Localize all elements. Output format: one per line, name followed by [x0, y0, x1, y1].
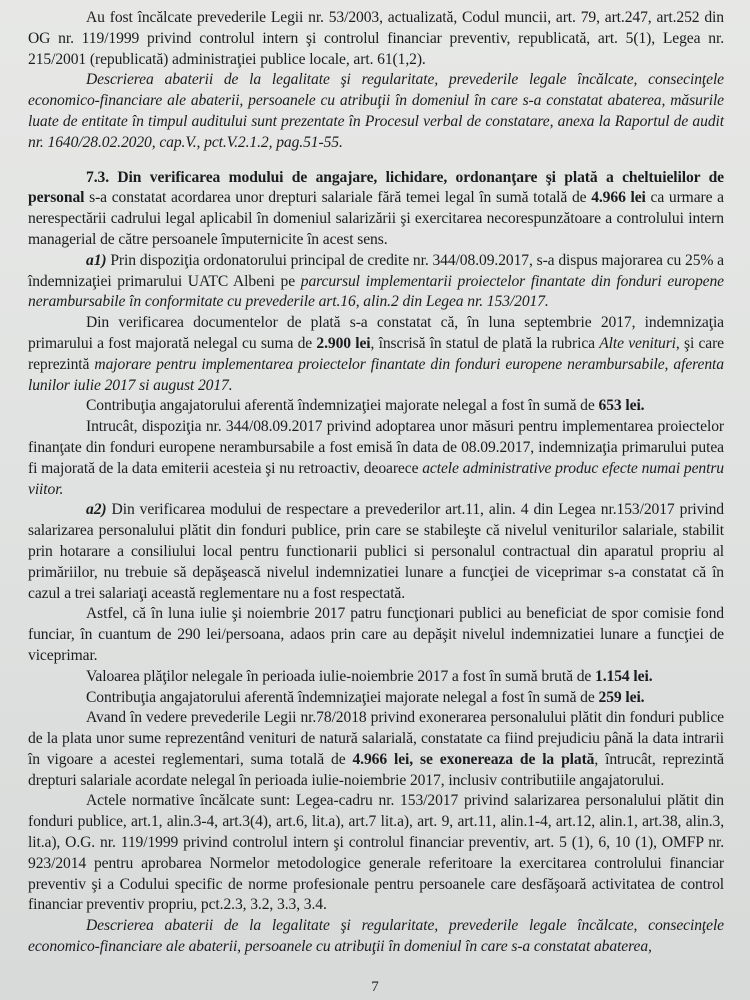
text-run: Din verificarea modului de respectare a prevederilor art.11, alin. 4 din Legea nr.153/2017 privind salarizarea personalului plătit din fonduri publice, prin care se stabileşte că nivelul veniturilor salariale, stabilit prin hotarare a consiliului local pentru functionarii publici si personalul contractual din aparatul propriu al primăriilor, nu trebuie să depăşească nivelul indemnizatiei lunare a funcţiei de viceprimar s-a constatat că în cazul a trei salariaţi această reglementare nu a fost respectată.	[28, 501, 724, 602]
text-run: 4.966 lei, se exonereaza de la plată	[352, 750, 595, 768]
document-body	[28, 8, 724, 958]
text-run: Descrierea abaterii de la legalitate şi regularitate, prevederile legale încălcate, consecinţele economico-financiare ale abaterii, persoanele cu atribuţii în domeniul în care s-a constatat abaterea,	[28, 917, 724, 956]
text-run: Contribuţia angajatorului aferentă îndemnizaţiei majorate nelegal a fost în sumă de	[86, 397, 599, 415]
paragraph-p11	[28, 688, 724, 709]
text-run: actele administrative produc efecte numai pentru viitor.	[28, 459, 724, 498]
text-run: Din verificarea documentelor de plată s-a constatat că, în luna septembrie 2017, indemnizaţia primarului a fost majorată nelegal cu suma de	[28, 314, 724, 352]
paragraph-p4	[28, 251, 724, 313]
text-run: 4.966 lei	[591, 189, 646, 207]
text-run: Intrucât, dispoziţia nr. 344/08.09.2017 privind adoptarea unor măsuri pentru implementarea proiectelor finanţate din fonduri europene nerambursabile a fost emisă în data de 08.09.2017, indemnizaţia primarului putea fi majorată de la data emiterii acesteia şi nu retroactiv, deoarece	[28, 418, 724, 477]
paragraph-p8	[28, 500, 724, 604]
text-run: Alte venituri	[599, 334, 676, 352]
paragraph-p14	[28, 916, 724, 958]
text-run: 1.154 lei.	[595, 667, 653, 685]
text-run: Valoarea plăţilor nelegale în perioada iulie-noiembrie 2017 a fost în sumă brută de	[86, 667, 596, 685]
paragraph-p6	[28, 396, 724, 417]
text-run: Prin dispoziţia ordonatorului principal de credite nr. 344/08.09.2017, s-a dispus majorarea cu 25% a îndemnizaţiei primarului UATC Albeni pe	[28, 251, 724, 290]
text-run: Avand în vedere prevederile Legii nr.78/2018 privind exonerarea personalului plătit din fonduri publice de la plata unor sume reprezentând venituri de natură salarială, constatate ca fiind prejudiciu până la data intrarii în vigoare a acestei reglementari, suma totală de	[28, 709, 724, 768]
paragraph-p13	[28, 791, 724, 916]
page-number: 7	[371, 979, 379, 995]
paragraph-p2	[28, 70, 724, 153]
text-run: 7.3. Din verificarea modului de angajare, lichidare, ordonanţare şi plată a cheltuielilor de personal	[28, 168, 724, 207]
section-gap	[28, 154, 724, 168]
text-run: majorare pentru implementarea proiectelor finantate din fonduri europene nerambursabile, aferenta lunilor iulie 2017 si august 2017.	[28, 355, 724, 394]
text-run: , şi care reprezintă	[28, 334, 725, 373]
paragraph-p10	[28, 667, 724, 688]
text-run: Contribuţia angajatorului aferentă îndemnizaţiei majorate nelegal a fost în sumă de	[86, 688, 599, 706]
text-run: 2.900 lei	[316, 334, 371, 352]
text-run: parcursul implementarii proiectelor finantate din fonduri europene nerambursabile în conformitate cu prevederile art.16, alin.2 din Legea nr. 153/2017.	[28, 272, 724, 311]
text-run: Astfel, că în luna iulie şi noiembrie 2017 patru funcţionari publici au beneficiat de spor comisie fond funciar, în cuantum de 290 lei/persoana, adaos prin care au depăşit nivelul indemnizatiei lunare a funcţiei de viceprimar.	[28, 605, 724, 664]
text-run: Au fost încălcate prevederile Legii nr. 53/2003, actualizată, Codul muncii, art. 79, art.247, art.252 din OG nr. 119/1999 privind controlul intern şi controlul financiar preventiv, republicată, art. 5(1), Legea nr. 215/2001 (republicată) administraţiei publice locale, art. 61(1,2).	[28, 9, 724, 68]
text-run: a2)	[86, 501, 107, 519]
paragraph-p12	[28, 708, 724, 791]
text-run: 259 lei.	[598, 688, 645, 706]
text-run: a1)	[86, 251, 107, 269]
text-run: , întrucât, reprezintă drepturi salariale acordate nelegal în perioada iulie-noiembrie 2017, inclusiv contributiile angajatorului.	[28, 750, 724, 789]
paragraph-p5	[28, 313, 724, 396]
text-run: , înscrisă în statul de plată la rubrica	[370, 334, 600, 352]
text-run: Descrierea abaterii de la legalitate şi regularitate, prevederile legale încălcate, consecinţele economico-financiare ale abaterii, persoanele cu atribuţii în domeniul în care s-a constatat abaterea, măsurile luate de entitate în timpul auditului sunt prezentate în Procesul verbal de constatare, anexa la Raportul de audit nr. 1640/28.02.2020, cap.V., pct.V.2.1.2, pag.51-55.	[28, 71, 724, 151]
text-run: ca urmare a nerespectării cadrului legal aplicabil în domeniul salarizării şi exercitarea necorespunzătoare a controlului intern managerial de către persoanele împuternicite în acest sens.	[28, 189, 724, 248]
paragraph-p9	[28, 604, 724, 666]
paragraph-p1	[28, 8, 724, 70]
text-run: s-a constatat acordarea unor drepturi salariale fără temei legal în sumă totală de	[84, 189, 592, 207]
text-run: Actele normative încălcate sunt: Legea-cadru nr. 153/2017 privind salarizarea personalului plătit din fonduri publice, art.1, alin.3-4, art.3(4), art.6, lit.a), art.7 lit.a), art. 9, art.11, alin.1-4, art.12, alin.1, art.38, alin.3, lit.a), O.G. nr. 119/1999 privind controlul intern şi controlul financiar preventiv, art. 5 (1), 6, 10 (1), OMFP nr. 923/2014 pentru aprobarea Normelor metodologice generale referitoare la exercitarea controlului financiar preventiv şi a Codului specific de norme profesionale pentru persoanele care desfăşoară activitatea de control financiar preventiv propriu, pct.2.3, 3.2, 3.3, 3.4.	[28, 792, 724, 914]
paragraph-p3	[28, 168, 724, 251]
paragraph-p7	[28, 417, 724, 500]
text-run: 653 lei.	[598, 397, 645, 415]
